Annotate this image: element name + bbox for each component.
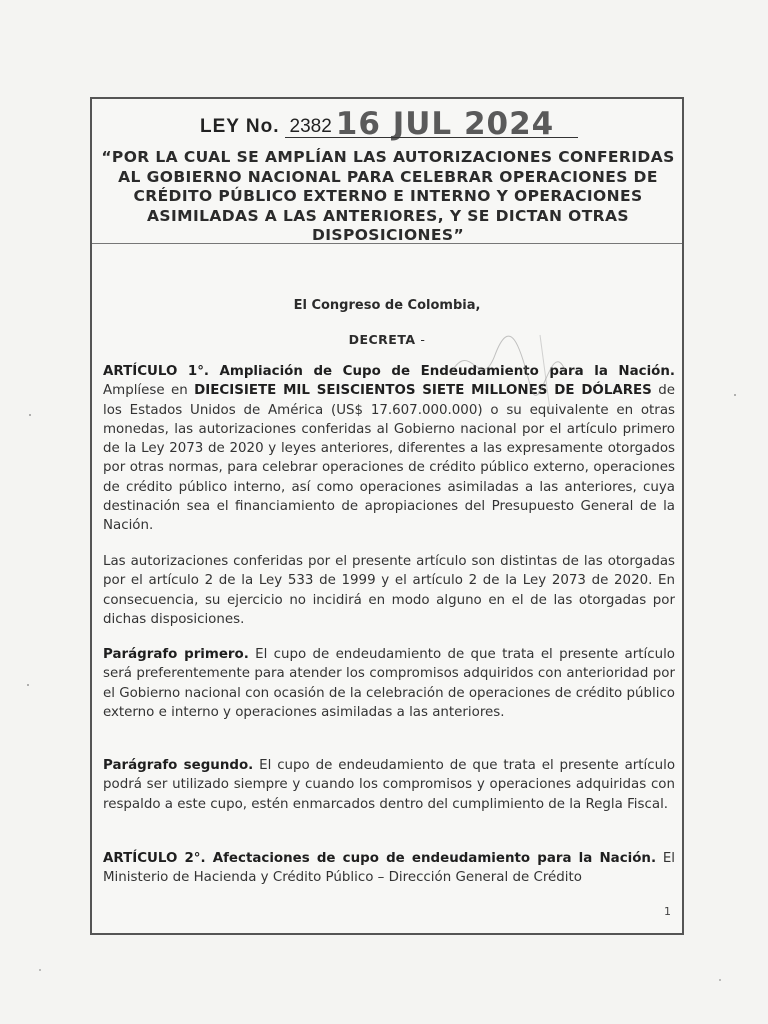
paragrafo-primero-label: Parágrafo primero.: [103, 647, 249, 662]
law-title: “POR LA CUAL SE AMPLÍAN LAS AUTORIZACIONES CONFERIDAS AL GOBIERNO NACIONAL PARA CELEBRAR OPERACIONES DE CRÉDITO PÚBLICO EXTERNO E INTERNO Y OPERACIONES ASIMILADAS A LAS ANTERIORES, Y SE DICTAN OTRAS DISPOSICIONES”: [101, 148, 675, 244]
articulo-2-heading: ARTÍCULO 2°. Afectaciones de cupo de endeudamiento para la Nación.: [103, 851, 657, 866]
articulo-1-amount: DIECISIETE MIL SEISCIENTOS SIETE MILLONES DE DÓLARES: [194, 383, 652, 399]
decreta-line: DECRETA -: [348, 332, 426, 347]
articulo-1-paragraph-2: Las autorizaciones conferidas por el presente artículo son distintas de las otorgadas por el artículo 2 de la Ley 533 de 1999 y el artículo 2 de la Ley 2073 de 2020. En consecuencia, su ejercicio no incidirá en modo alguno en el de las otorgadas por dichas disposiciones.: [103, 554, 675, 627]
paragrafo-primero-text: El cupo de endeudamiento de que trata el presente artículo será preferentemente para atender los compromisos adquiridos con anterioridad por el Gobierno nacional con ocasión de la celebración de operaciones de crédito público externo e interno y operaciones asimiladas a las anteriores.: [103, 647, 675, 720]
articulo-1-heading: ARTÍCULO 1°. Ampliación de Cupo de Endeudamiento para la Nación.: [103, 364, 675, 379]
ley-label: LEY No.: [200, 116, 280, 137]
articulo-1-text-b: de los Estados Unidos de América (US$ 17.607.000.000) o su equivalente en otras monedas, las autorizaciones conferidas al Gobierno nacional por el artículo primero de la Ley 2073 de 2020 y leyes anteriores, diferentes a las expresamente otorgados por otras normas, para celebrar operaciones de crédito público externo, operaciones de crédito público interno, así como operaciones asimiladas a las anteriores, cuya destinación sea el financiamiento de apropiaciones del Presupuesto General de la Nación.: [103, 383, 675, 534]
page-number: 1: [664, 905, 671, 918]
ley-number: 2382: [289, 116, 332, 137]
articulo-1-text-a: Amplíese en: [103, 383, 188, 399]
congreso-line: El Congreso de Colombia,: [293, 298, 481, 313]
decreta-label: DECRETA: [348, 332, 416, 347]
paragrafo-segundo-label: Parágrafo segundo.: [103, 758, 254, 773]
articulo-2-text: El Ministerio de Hacienda y Crédito Público – Dirección General de Crédito: [103, 851, 675, 886]
date-stamp: 16 JUL 2024: [335, 106, 555, 142]
paragrafo-segundo-text: El cupo de endeudamiento de que trata el presente artículo podrá ser utilizado siempre y cuando los compromisos y operaciones adquiridas con respaldo a este cupo, estén enmarcados dentro del cumplimiento de la Regla Fiscal.: [103, 758, 676, 812]
